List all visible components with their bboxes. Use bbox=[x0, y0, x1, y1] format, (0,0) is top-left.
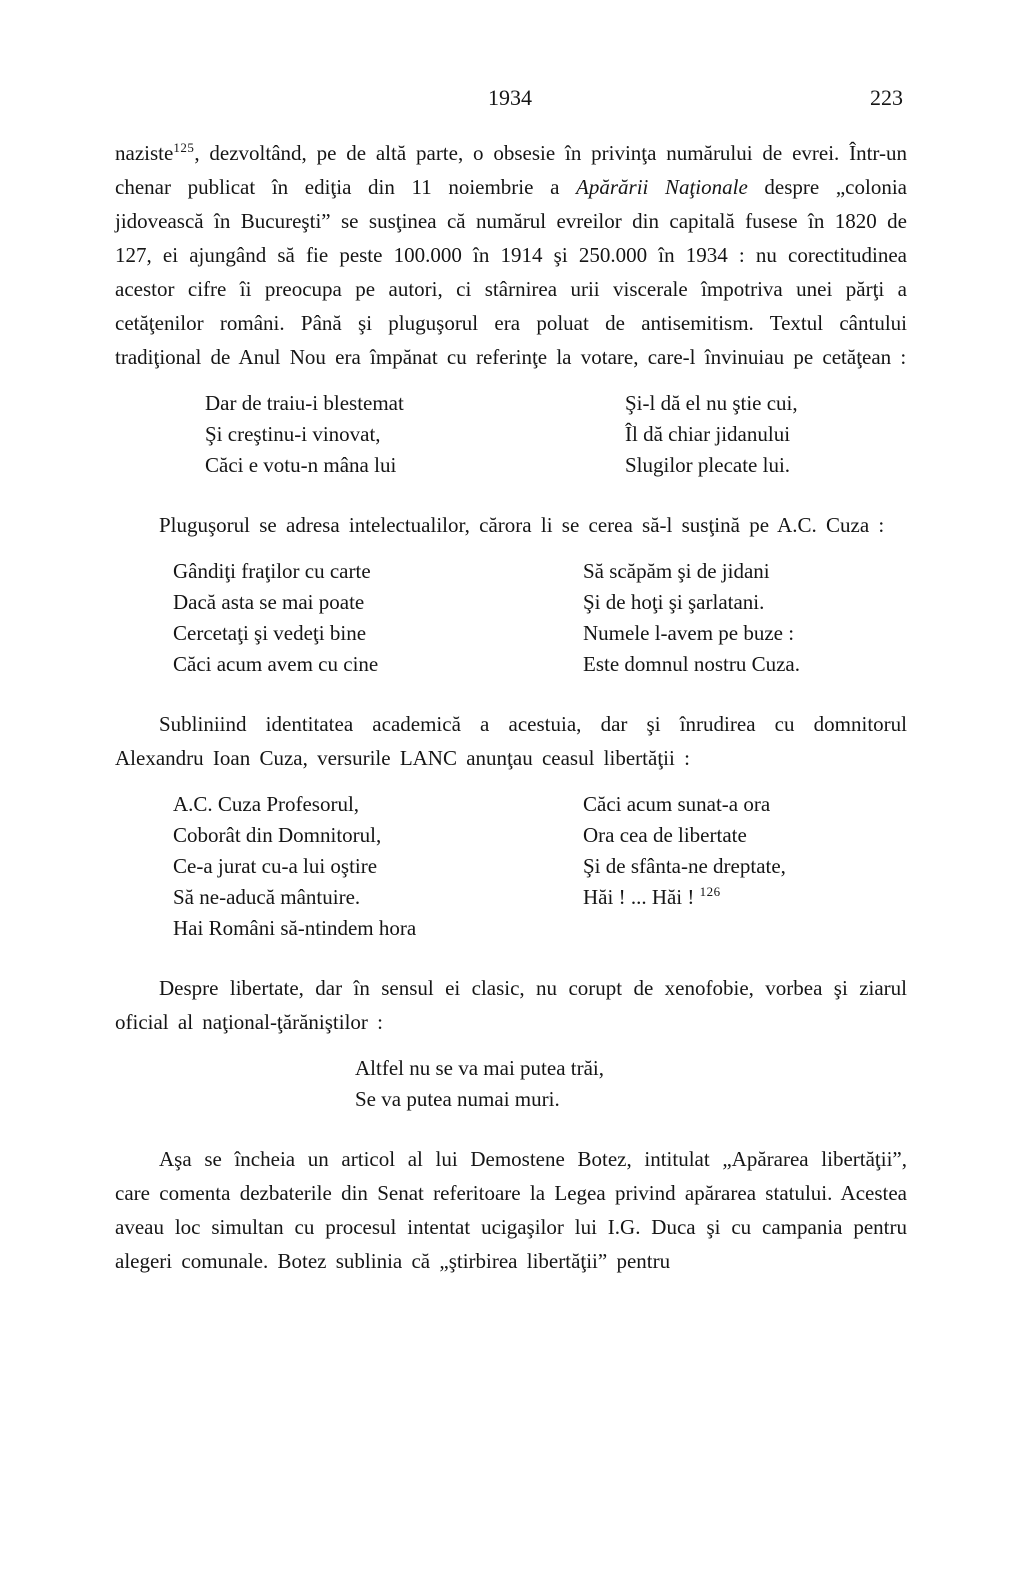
verse-column-right bbox=[583, 789, 786, 913]
verse-line: Se va putea numai muri. bbox=[355, 1087, 560, 1111]
paragraph bbox=[115, 707, 907, 775]
text-run: Aşa se încheia un articol al lui Demostene Botez, intitulat „Apărarea libertăţii”, care comenta dezbaterile din Senat referitoare la Legea privind apărarea statului. Acestea aveau loc simultan cu procesul intentat ucigaşilor lui I.G. Duca şi cu campania pentru alegeri comunale. Botez sublinia că „ştirbirea libertăţii” pentru bbox=[115, 1147, 907, 1273]
verse-line: Este domnul nostru Cuza. bbox=[583, 652, 800, 676]
verse-line: Căci acum sunat-a ora bbox=[583, 792, 771, 816]
paragraph bbox=[115, 1142, 907, 1278]
verse-line: Cercetaţi şi vedeţi bine bbox=[173, 621, 367, 645]
verse-line: Dar de traiu-i blestemat bbox=[205, 391, 404, 415]
running-head-year: 1934 bbox=[488, 85, 532, 110]
page-number: 223 bbox=[870, 85, 903, 110]
verse-block bbox=[115, 1053, 907, 1115]
verse-block bbox=[115, 789, 907, 944]
verse-line: Slugilor plecate lui. bbox=[625, 453, 791, 477]
verse-line: Ce-a jurat cu-a lui oştire bbox=[173, 854, 378, 878]
verse-line: Căci acum avem cu cine bbox=[173, 652, 379, 676]
verse-line: Hai Români să-ntindem hora bbox=[173, 916, 417, 940]
paragraph bbox=[115, 508, 907, 542]
verse-block bbox=[115, 556, 907, 680]
verse-line: Să ne-aducă mântuire. bbox=[173, 885, 361, 909]
verse-line: Căci e votu-n mâna lui bbox=[205, 453, 397, 477]
verse-column-right bbox=[583, 556, 800, 680]
text-run: Despre libertate, dar în sensul ei clasic, nu corupt de xenofobie, vorbea şi ziarul oficial al naţional-ţărăniştilor : bbox=[115, 976, 907, 1034]
verse-column-left bbox=[205, 388, 907, 481]
paragraph bbox=[115, 971, 907, 1039]
verse-line: Coborât din Domnitorul, bbox=[173, 823, 382, 847]
verse-line bbox=[583, 882, 786, 913]
verse-line: Dacă asta se mai poate bbox=[173, 590, 365, 614]
verse-line: A.C. Cuza Profesorul, bbox=[173, 792, 360, 816]
verse-line: Îl dă chiar jidanului bbox=[625, 422, 791, 446]
verse-line: Şi de sfânta-ne dreptate, bbox=[583, 854, 786, 878]
paragraph bbox=[115, 136, 907, 374]
text-run: naziste bbox=[115, 141, 174, 165]
text-run: Subliniind identitatea academică a acestuia, dar şi înrudirea cu domnitorul Alexandru Ioan Cuza, versurile LANC anunţau ceasul libertăţii : bbox=[115, 712, 907, 770]
verse-line: Şi creştinu-i vinovat, bbox=[205, 422, 381, 446]
text-run: Pluguşorul se adresa intelectualilor, cărora li se cerea să-l susţină pe A.C. Cuza : bbox=[159, 513, 885, 537]
page-header bbox=[115, 84, 905, 112]
text-run: despre „colonia jidovească în Bucureşti” se susţinea că numărul evreilor din capitală fusese în 1820 de 127, ei ajungând să fie peste 100.000 în 1914 şi 250.000 în 1934 : nu corectitudinea acestor cifre îi preocupa pe autori, ci stârnirea urii viscerale împotriva unei părţi a cetăţenilor români. Până şi pluguşorul era poluat de antisemitism. Textul cântului tradiţional de Anul Nou era împănat cu referinţe la votare, care-l învinuiau pe cetăţean : bbox=[115, 175, 907, 369]
verse-column-left bbox=[355, 1053, 907, 1115]
text-run: , dezvoltând, pe de altă parte, o obsesie în privinţa numărului de evrei. Într-un chenar publicat în ediţia din 11 noiembrie a bbox=[115, 141, 907, 199]
verse-line: Numele l-avem pe buze : bbox=[583, 621, 795, 645]
verse-line: Şi de hoţi şi şarlatani. bbox=[583, 590, 765, 614]
verse-column-left bbox=[173, 789, 907, 944]
verse-column-right bbox=[625, 388, 798, 481]
verse-line: Altfel nu se va mai putea trăi, bbox=[355, 1056, 604, 1080]
verse-line: Şi-l dă el nu ştie cui, bbox=[625, 391, 798, 415]
footnote-ref: 126 bbox=[699, 884, 721, 899]
footnote-ref: 125 bbox=[173, 140, 195, 155]
text-run: Hăi ! ... Hăi ! bbox=[583, 885, 700, 909]
verse-line: Ora cea de libertate bbox=[583, 823, 747, 847]
page-body bbox=[115, 136, 907, 1278]
verse-block bbox=[115, 388, 907, 481]
verse-line: Gândiţi fraţilor cu carte bbox=[173, 559, 371, 583]
verse-line: Să scăpăm şi de jidani bbox=[583, 559, 770, 583]
italic-text-run: Apărării Naţionale bbox=[576, 175, 748, 199]
